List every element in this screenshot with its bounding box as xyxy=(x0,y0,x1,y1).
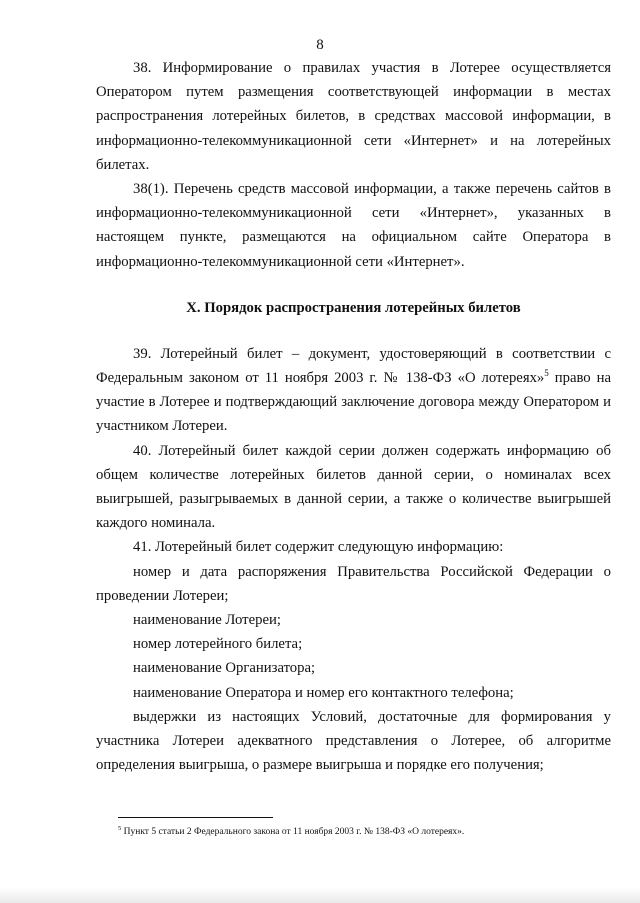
footnote-divider xyxy=(118,817,273,818)
footnote-text: Пункт 5 статьи 2 Федерального закона от 11 ноября 2003 г. № 138-ФЗ «О лотереях». xyxy=(121,827,465,837)
footnote xyxy=(118,826,618,838)
paragraph-39 xyxy=(96,342,611,439)
footnote-mark: 5 xyxy=(118,824,122,832)
paragraph-38-1: 38(1). Перечень средств массовой информации, а также перечень сайтов в информационно-телекоммуникационной сети «Интернет», указанных в настоящем пункте, размещаются на официальном сайте Оператора в информационно-телекоммуникационной сети «Интернет». xyxy=(96,181,611,270)
section-heading-x: X. Порядок распространения лотерейных билетов xyxy=(186,299,521,316)
scan-bottom-edge xyxy=(0,888,640,903)
footnote-reference: 5 xyxy=(544,368,549,379)
list-item-ticket-number: номер лотерейного билета; xyxy=(133,636,303,653)
paragraph-40: 40. Лотерейный билет каждой серии должен содержать информацию об общем количестве лотерейных билетов данной серии, о номиналах всех выигрышей, разыгрываемых в данной серии, а также о количестве выигрышей каждого номинала. xyxy=(96,442,611,532)
list-item-organizer-name: наименование Организатора; xyxy=(133,660,316,677)
list-item-lottery-name: наименование Лотереи; xyxy=(133,612,281,629)
paragraph-41: 41. Лотерейный билет содержит следующую информацию: xyxy=(133,539,504,556)
paragraph-39-text-start: 39. Лотерейный билет – документ, удостоверяющий в соответствии с Федеральным законом от 11 ноября 2003 г. № 138-ФЗ «О лотереях» xyxy=(96,345,611,387)
paragraph-39-text-end: право на участие в Лотерее и подтверждающий заключение договора между Оператором и участником Лотереи. xyxy=(96,370,612,435)
page-number: 8 xyxy=(316,37,324,53)
list-item-rules-excerpt: выдержки из настоящих Условий, достаточные для формирования у участника Лотереи адекватного представления о Лотерее, об алгоритме определения выигрыша, о размере выигрыша и порядке его получения; xyxy=(96,708,611,774)
list-item-operator-contact: наименование Оператора и номер его контактного телефона; xyxy=(133,684,514,701)
paragraph-38: 38. Информирование о правилах участия в Лотерее осуществляется Оператором путем размещения соответствующей информации в местах распространения лотерейных билетов, в средствах массовой информации, в информационно-телекоммуникационной сети «Интернет» и на лотерейных билетах. xyxy=(96,60,611,173)
document-body xyxy=(96,56,611,777)
list-item-order-number: номер и дата распоряжения Правительства Российской Федерации о проведении Лотереи; xyxy=(96,563,611,604)
